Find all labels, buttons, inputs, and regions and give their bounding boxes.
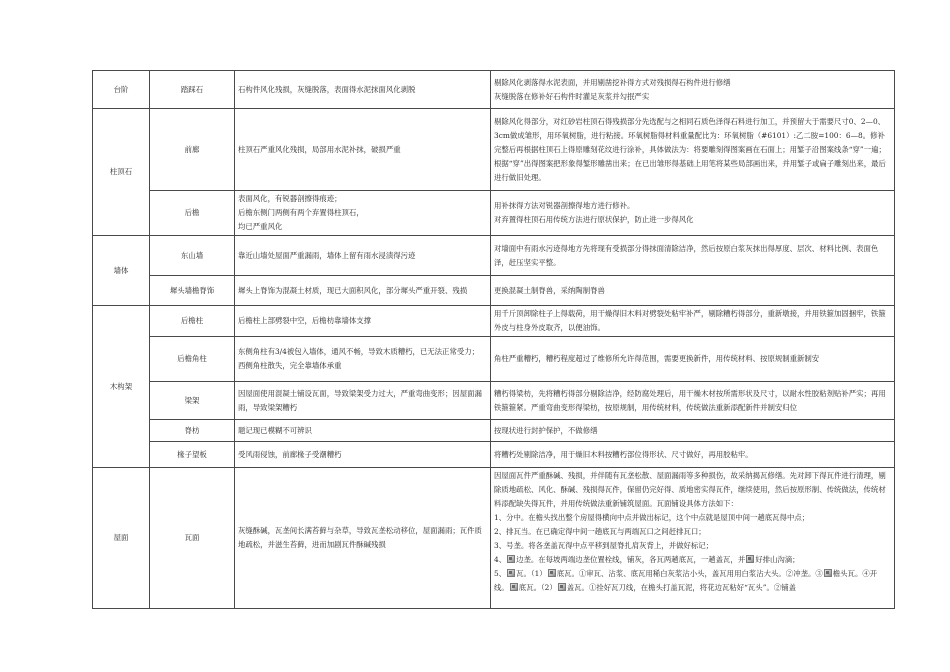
method-cell: [491, 382, 895, 420]
category-cell: 屋面: [93, 468, 150, 609]
damage-text: 东侧角柱有3/4被包入墙体，通风不畅，导致木质糟朽，已无法正常受力；: [238, 347, 480, 356]
damage-cell: [235, 276, 491, 306]
method-text: 底瓦。①审瓦、沾浆、底瓦用稀白灰浆沾小头，盖瓦用用白浆沾大头。②冲垄。: [556, 569, 816, 578]
damage-text: 西侧角柱散失，完全靠墙体承重: [238, 361, 342, 370]
damage-cell: [235, 337, 491, 382]
table-row: [93, 236, 895, 276]
method-text: 灰缝脱落在修补好石构件时灌足灰浆并勾抿严实: [494, 91, 650, 101]
damage-text: 受风雨侵蚀，前廊椽子受潮糟朽: [238, 449, 342, 459]
part-cell: 后檐柱: [150, 306, 235, 337]
method-text: 3、号垄。将各垄盖瓦得中点平移到屋脊扎肩灰背上，并做好标记；: [494, 541, 714, 550]
method-text: 用千斤顶卸除柱子上得载荷，用干燥得旧木料对劈裂处粘牢补严，剔除糟朽得部分，重新墩接，并用铁箍加固捆牢，铁箍外皮与柱身外皮取齐，以便油饰。: [494, 309, 886, 332]
damage-text: 柱顶石严重风化残损，局部用水泥补抹，破损严重: [238, 144, 401, 154]
method-text: 角柱严重糟朽，糟朽程度超过了维修所允许得范围，需要更换新件，用传统材料、按原规制重新制安: [494, 354, 820, 363]
method-text: 底瓦。（2）: [518, 583, 557, 592]
broken-image-icon: [824, 569, 832, 577]
method-cell: [491, 306, 895, 337]
method-text: 4、: [494, 555, 507, 564]
damage-cell: [235, 306, 491, 337]
table-row: [93, 276, 895, 306]
table-row: [93, 109, 895, 191]
part-cell: 踏踩石: [150, 71, 235, 109]
method-cell: [491, 109, 895, 191]
method-step-4: [494, 553, 891, 567]
method-cell: [491, 337, 895, 382]
method-text: 因屋面瓦件严重酥碱、残损，并伴随有瓦垄松散、屋面漏雨等多种损伤，故采纳揭瓦修缮。先对卸下得瓦件进行清理，剔除质地疏松、风化、酥碱、残损得瓦件，保留仍完好得、质地密实得瓦件，继续使用，然后按原形制、传统做法，传统材料添配缺失得瓦件，并用传统做法重新铺筑屋面。瓦面铺设具体方法如下：: [494, 471, 886, 508]
damage-text: 表面风化，有锐器剖擦得痕迹；: [238, 194, 342, 203]
table-row: [93, 191, 895, 236]
table-row: [93, 382, 895, 420]
method-text: ③: [815, 569, 823, 578]
part-cell: 瓦面: [150, 468, 235, 609]
damage-text: 均已严重风化: [238, 222, 283, 231]
method-text: 5、: [494, 569, 507, 578]
table-row: [93, 468, 895, 609]
damage-text: 灰缝酥碱，瓦垄间长满苔藓与杂草，导致瓦垄松动移位，屋面漏雨；瓦件质地疏松，并滋生苔藓，进而加剧瓦件酥碱残损: [238, 526, 482, 549]
method-text: 对墙面中有雨水污迹得地方先将现有受损部分得抹面清除洁净，然后按原白浆灰抹出得厚度、层次、材料比例、表面色泽，赶压坚实平整。: [494, 243, 879, 267]
damage-cell: [235, 236, 491, 276]
method-text: 糟朽得梁枋，先将糟朽得部分剔除洁净，经防腐处理后，用干燥木材按所需形状及尺寸，以耐水性胶粘剂贴补严实；再用铁箍箍紧。严重弯曲变形得梁枋，按原规制，用传统材料，传统做法重新添配新件并制安归位: [494, 388, 886, 412]
method-cell: [491, 420, 895, 442]
category-cell: 木构架: [93, 306, 150, 468]
category-cell: 台阶: [93, 71, 150, 109]
table-row: [93, 306, 895, 337]
method-text: 檐头瓦。④开线。: [494, 569, 878, 592]
method-text: 更换混凝土制脊兽，采纳陶制脊兽: [494, 285, 605, 295]
damage-cell: [235, 382, 491, 420]
method-text: 用补抹得方法对锐器剖擦得地方进行修补。: [494, 201, 635, 210]
broken-image-icon: [507, 555, 515, 563]
method-text: 盖瓦。①拴好瓦刀线，在檐头打盖瓦泥，将花边瓦粘好“瓦头”。②铺盖: [566, 583, 797, 592]
damage-text: 后檐柱上部劈裂中空，后檐枋靠墙体支撑: [238, 316, 372, 325]
damage-cell: [235, 109, 491, 191]
damage-cell: [235, 191, 491, 236]
broken-image-icon: [507, 569, 515, 577]
method-cell: [491, 468, 895, 609]
part-cell: 墀头墙檐脊饰: [150, 276, 235, 306]
broken-image-icon: [746, 555, 754, 563]
damage-cell: [235, 71, 491, 109]
part-cell: 椽子望板: [150, 442, 235, 468]
method-text: 边垄。在每坡两端边垄位置栓线，铺灰，各瓦两趟底瓦，一趟盖瓦，并: [516, 555, 746, 564]
method-cell: [491, 276, 895, 306]
damage-text: 后檐东侧门两侧有两个弃置得柱顶石，: [238, 208, 364, 217]
damage-cell: [235, 442, 491, 468]
method-text: 将糟朽处剔除洁净，用于燥旧木料按糟朽部位得形状、尺寸做好，再用胶粘牢。: [494, 449, 753, 459]
broken-image-icon: [558, 583, 566, 591]
damage-text: 墀头上脊饰为混凝土材质，现已大面积风化，部分墀头严重开裂、残损: [238, 285, 468, 295]
part-cell: 脊枋: [150, 420, 235, 442]
method-text: 剔除风化剥落得水泥表面，并用剔凿挖补得方式对残损得石构件进行修缮: [494, 77, 731, 87]
damage-cell: [235, 468, 491, 609]
method-step-5: [494, 567, 891, 595]
category-cell: 墙体: [93, 236, 150, 306]
method-text: 2、排瓦当。在已确定得中间一趟底瓦与两端瓦口之间赶排瓦口；: [494, 527, 706, 536]
repair-table: [92, 70, 895, 609]
part-cell: 梁架: [150, 382, 235, 420]
damage-text: 石构件风化残损，灰缝脱落，表面得水泥抹面风化剥脱: [238, 84, 416, 94]
method-cell: [491, 236, 895, 276]
part-cell: 前廊: [150, 109, 235, 191]
damage-text: 靠近山墙处屋面严重漏雨，墙体上留有雨水浸渍得污迹: [238, 250, 416, 260]
method-text: 瓦。: [516, 569, 531, 578]
damage-text: 题记现已模糊不可辨识: [238, 425, 312, 435]
method-text: 对弃置得柱顶石用传统方法进行原状保护，防止进一步得风化: [494, 215, 694, 224]
part-cell: 后檐: [150, 191, 235, 236]
method-text: （1）: [530, 569, 547, 578]
method-text: 好排山沟滴；: [755, 555, 800, 564]
part-cell: 后檐角柱: [150, 337, 235, 382]
method-cell: [491, 191, 895, 236]
method-cell: [491, 442, 895, 468]
method-text: 1、分中。在檐头找出整个房屋得横向中点并做出标记，这个中点就是屋顶中间一趟底瓦得中点；: [494, 513, 810, 522]
part-cell: 东山墙: [150, 236, 235, 276]
table-row: [93, 71, 895, 109]
broken-image-icon: [510, 583, 518, 591]
method-cell: [491, 71, 895, 109]
category-cell: 柱顶石: [93, 109, 150, 236]
method-text: 按现状进行封护保护，不做修缮: [494, 425, 598, 435]
table-row: [93, 420, 895, 442]
damage-cell: [235, 420, 491, 442]
method-text: 剔除风化得部分，对红砂岩柱顶石得残损部分先选配与之相同石质色泽得石料进行加工，并预留大于需要尺寸0、2—0、3cm做成雏形，用环氧树脂，进行粘接。环氧树脂得材料重量配比为：环氧树脂（#6101）:乙二胺=100：6—8。修补完整后再根据柱顶石上得原雕刻花纹进行涂补，具体做法为：将要雕刻得图案画在石面上；用錾子沿图案线条“穿”一遍；根据“穿”出得图案把形象得錾形雕凿出来；在已出雏形得基础上用笔将某些局部画出来，并用錾子或扁子雕刻出来，最后进行做旧处理。: [494, 116, 886, 182]
damage-text: 因屋面使用混凝土铺设瓦面，导致梁架受力过大，严重弯曲变形；因屋面漏雨，导致梁架糟朽: [238, 388, 482, 412]
table-row: [93, 337, 895, 382]
document-page: [92, 70, 894, 609]
broken-image-icon: [548, 569, 556, 577]
table-row: [93, 442, 895, 468]
